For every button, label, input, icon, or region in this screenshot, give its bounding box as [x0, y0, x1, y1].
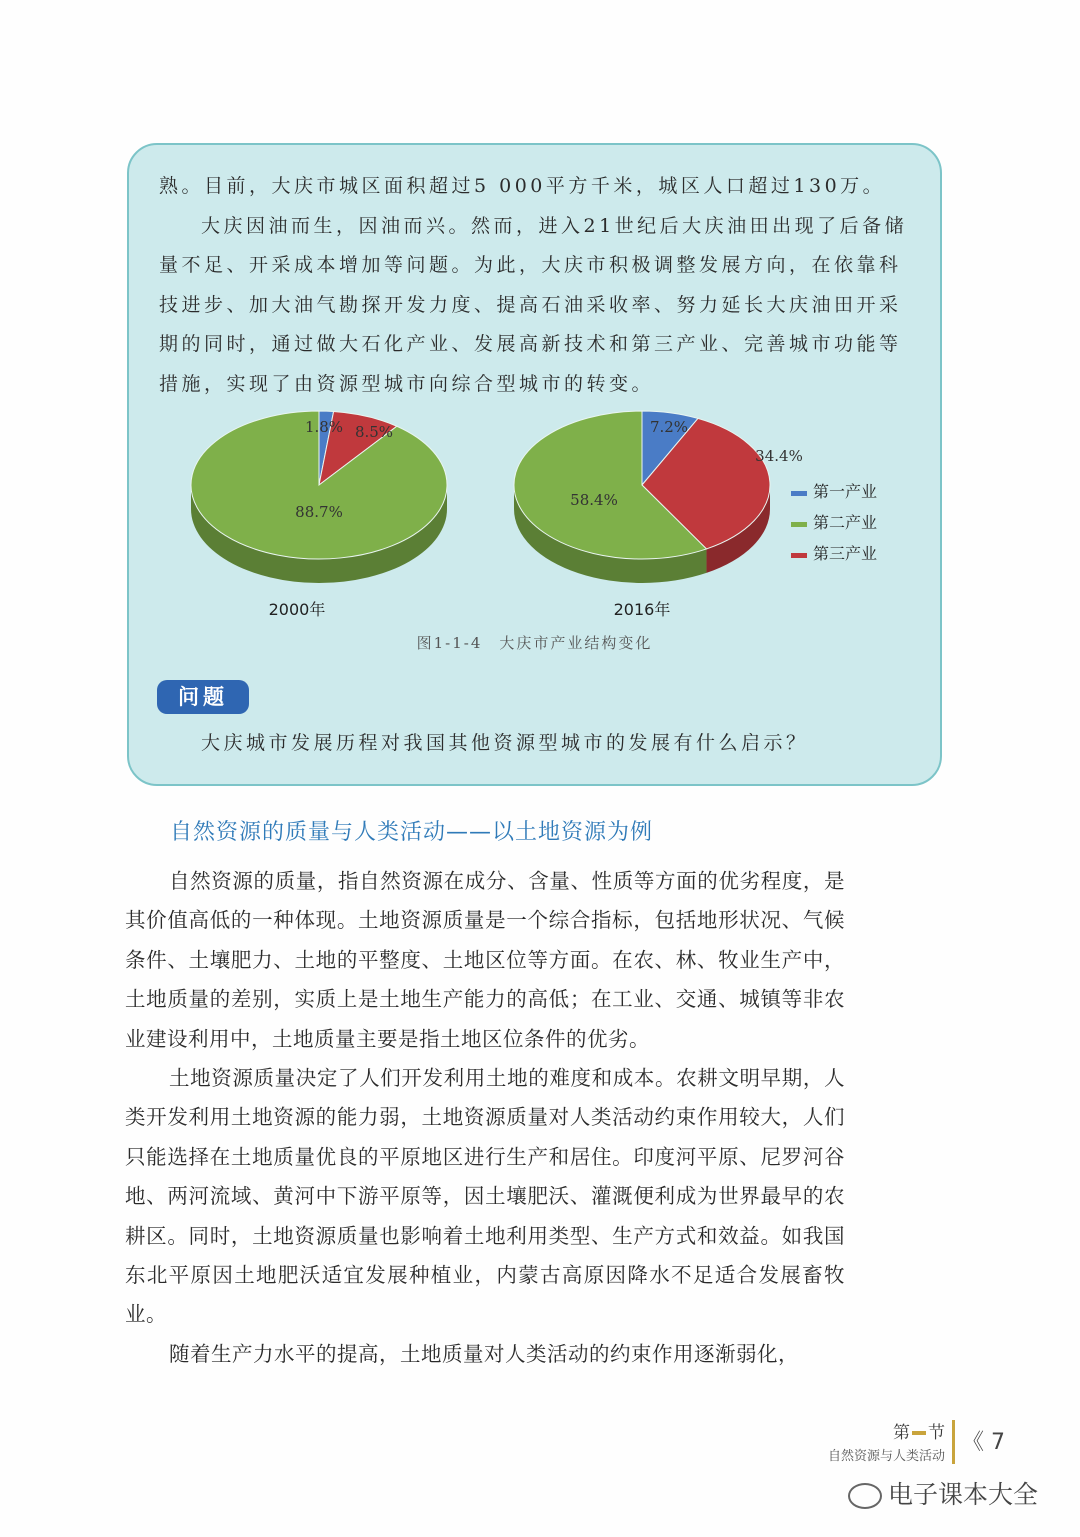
footer-section-suffix: 节 [928, 1423, 945, 1443]
legend-swatch [791, 491, 807, 496]
pie-data-label: 8.5% [354, 423, 394, 441]
case-study-box [127, 143, 942, 786]
question-badge: 问题 [157, 680, 249, 714]
brand-label: 电子课本大全 [888, 1480, 1039, 1509]
page-footer [828, 1418, 945, 1464]
pie-2016-year-label: 2016年 [613, 600, 671, 619]
brand-watermark [848, 1475, 1038, 1511]
body-paragraph: 土地资源质量决定了人们开发利用土地的难度和成本。农耕文明早期，人类开发利用土地资源的能力弱，土地资源质量对人类活动约束作用较大，人们只能选择在土地质量优良的平原地区进行生产和居住。印度河平原、尼罗河谷地、两河流域、黄河中下游平原等，因土壤肥沃、灌溉便利成为世界最早的农耕区。同时，土地资源质量也影响着土地利用类型、生产方式和效益。如我国东北平原因土地肥沃适宜发展种植业，内蒙古高原因降水不足适合发展畜牧业。 [125, 1066, 845, 1327]
footer-section-label [828, 1418, 945, 1443]
section-number-mark [912, 1431, 926, 1435]
footer-divider [952, 1420, 955, 1464]
case-paragraph: 大庆因油而生，因油而兴。然而，进入21世纪后大庆油田出现了后备储量不足、开采成本增加等问题。为此，大庆市积极调整发展方向，在依靠科技进步、加大油气勘探开发力度、提高石油采收率、努力延长大庆油田开采期的同时，通过做大石化产业、发展高新技术和第三产业、完善城市功能等措施，实现了由资源型城市向综合型城市的转变。 [159, 214, 908, 395]
body-paragraph: 自然资源的质量，指自然资源在成分、含量、性质等方面的优劣程度，是其价值高低的一种体现。土地资源质量是一个综合指标，包括地形状况、气候条件、土壤肥力、土地的平整度、土地区位等方面。在农、林、牧业生产中，土地质量的差别，实质上是土地生产能力的高低；在工业、交通、城镇等非农业建设利用中，土地质量主要是指土地区位条件的优劣。 [125, 869, 845, 1051]
pie-data-label: 88.7% [295, 503, 343, 521]
question-text: 大庆城市发展历程对我国其他资源型城市的发展有什么启示？ [201, 732, 809, 754]
page-number: 《 7 [962, 1430, 1005, 1455]
body-paragraph: 随着生产力水平的提高，土地质量对人类活动的约束作用逐渐弱化， [169, 1341, 799, 1366]
pie-data-label: 1.8% [304, 418, 344, 436]
figure-caption: 图1-1-4 大庆市产业结构变化 [416, 634, 653, 652]
pie-2016 [514, 411, 803, 583]
footer-subtitle: 自然资源与人类活动 [827, 1449, 945, 1464]
wechat-icon [848, 1483, 882, 1509]
body-text [125, 862, 845, 1374]
footer-section-prefix: 第 [893, 1423, 910, 1443]
legend-label: 第一产业 [813, 482, 878, 501]
legend-swatch [791, 553, 807, 558]
chart-legend [791, 482, 877, 563]
pie-data-label: 34.4% [755, 447, 803, 465]
legend-label: 第二产业 [813, 513, 878, 532]
pie-2000 [191, 411, 447, 583]
pie-data-label: 7.2% [649, 418, 689, 436]
legend-swatch [791, 522, 807, 527]
section-heading: 自然资源的质量与人类活动——以土地资源为例 [170, 820, 654, 845]
case-paragraph: 熟。目前，大庆市城区面积超过5 000平方千米，城区人口超过130万。 [159, 175, 886, 197]
pie-2000-year-label: 2000年 [268, 600, 326, 619]
industry-structure-chart [129, 145, 944, 645]
legend-label: 第三产业 [813, 544, 878, 563]
pie-data-label: 58.4% [570, 491, 618, 509]
